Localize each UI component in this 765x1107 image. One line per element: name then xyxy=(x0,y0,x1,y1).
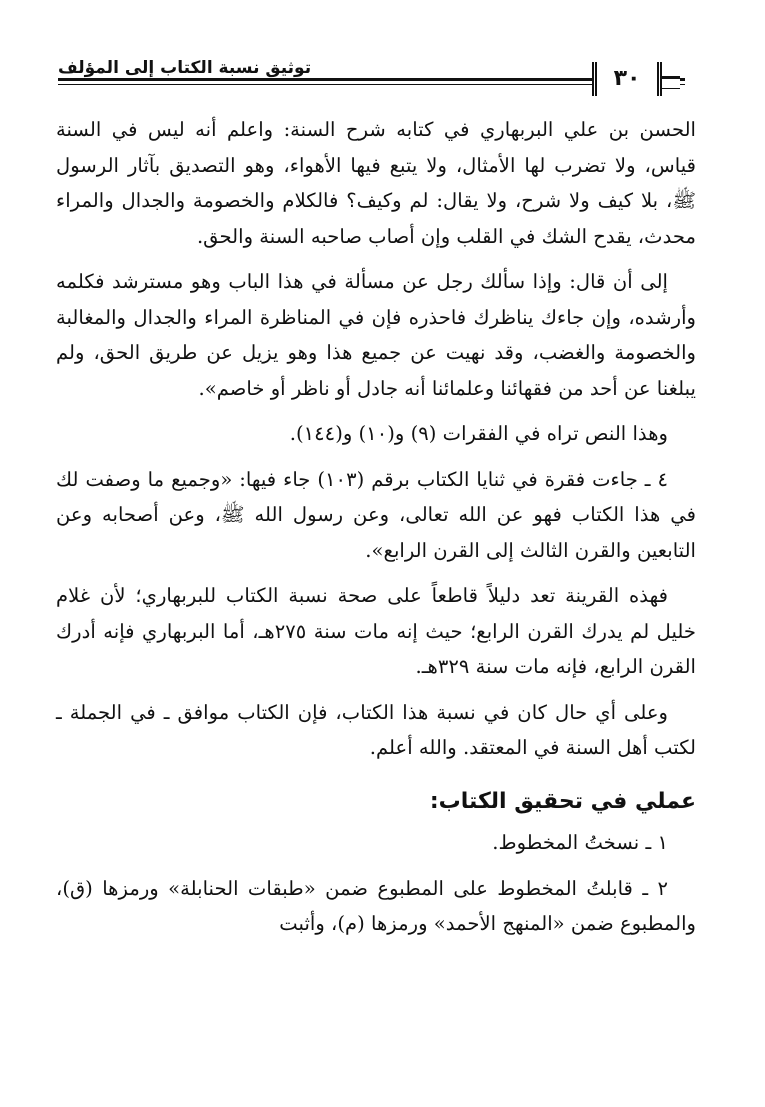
page-body xyxy=(56,112,696,952)
paragraph: وهذا النص تراه في الفقرات (٩) و(١٠) و(١٤٤). xyxy=(289,422,668,445)
header-rule-end xyxy=(662,76,680,89)
page-number: ٣٠ xyxy=(592,62,662,96)
paragraph: فهذه القرينة تعد دليلاً قاطعاً على صحة نسبة الكتاب للبربهاري؛ لأن غلام خليل لم يدرك القرن الرابع؛ حيث إنه مات سنة ٢٧٥هـ، أما البربهاري فإنه أدرك القرن الرابع، فإنه مات سنة ٣٢٩هـ. xyxy=(56,584,696,678)
list-item: ١ ـ نسختُ المخطوط. xyxy=(492,831,668,854)
paragraph: وعلى أي حال كان في نسبة هذا الكتاب، فإن الكتاب موافق ـ في الجملة ـ لكتب أهل السنة في المعتقد. والله أعلم. xyxy=(56,700,696,759)
paragraph: ٤ ـ جاءت فقرة في ثنايا الكتاب برقم (١٠٣) جاء فيها: «وجميع ما وصفت لك في هذا الكتاب فهو عن الله تعالى، وعن رسول الله ﷺ، وعن أصحابه وعن التابعين والقرن الثالث إلى القرن الرابع». xyxy=(56,467,696,562)
list-item: ٢ ـ قابلتُ المخطوط على المطبوع ضمن «طبقات الحنابلة» ورمزها (ق)، والمطبوع ضمن «المنهج الأحمد» ورمزها (م)، وأثبت xyxy=(56,876,696,935)
header-rule-thin xyxy=(58,84,685,85)
header-rule-thick xyxy=(58,78,685,81)
running-header xyxy=(58,58,685,100)
paragraph: الحسن بن علي البربهاري في كتابه شرح السنة: واعلم أنه ليس في السنة قياس، ولا تضرب لها الأمثال، ولا يتبع فيها الأهواء، وهو التصديق بآثار الرسول ﷺ، بلا كيف ولا شرح، ولا يقال: لم وكيف؟ فالكلام والخصومة والجدال والمراء محدث، يقدح الشك في القلب وإن أصاب صاحبه السنة والحق. xyxy=(56,118,696,248)
section-heading: عملي في تحقيق الكتاب: xyxy=(429,788,696,814)
running-title: توثيق نسبة الكتاب إلى المؤلف xyxy=(58,58,317,78)
paragraph: إلى أن قال: وإذا سألك رجل عن مسألة في هذا الباب وهو مسترشد فكلمه وأرشده، وإن جاءك يناظرك فاحذره فإن في المناظرة المراء والجدال والمغالبة والخصومة والغضب، وقد نهيت عن جميع هذا وهو يزيل عن طريق الحق، ولم يبلغنا عن أحد من فقهائنا وعلمائنا أنه جادل أو ناظر أو خاصم». xyxy=(56,270,696,400)
